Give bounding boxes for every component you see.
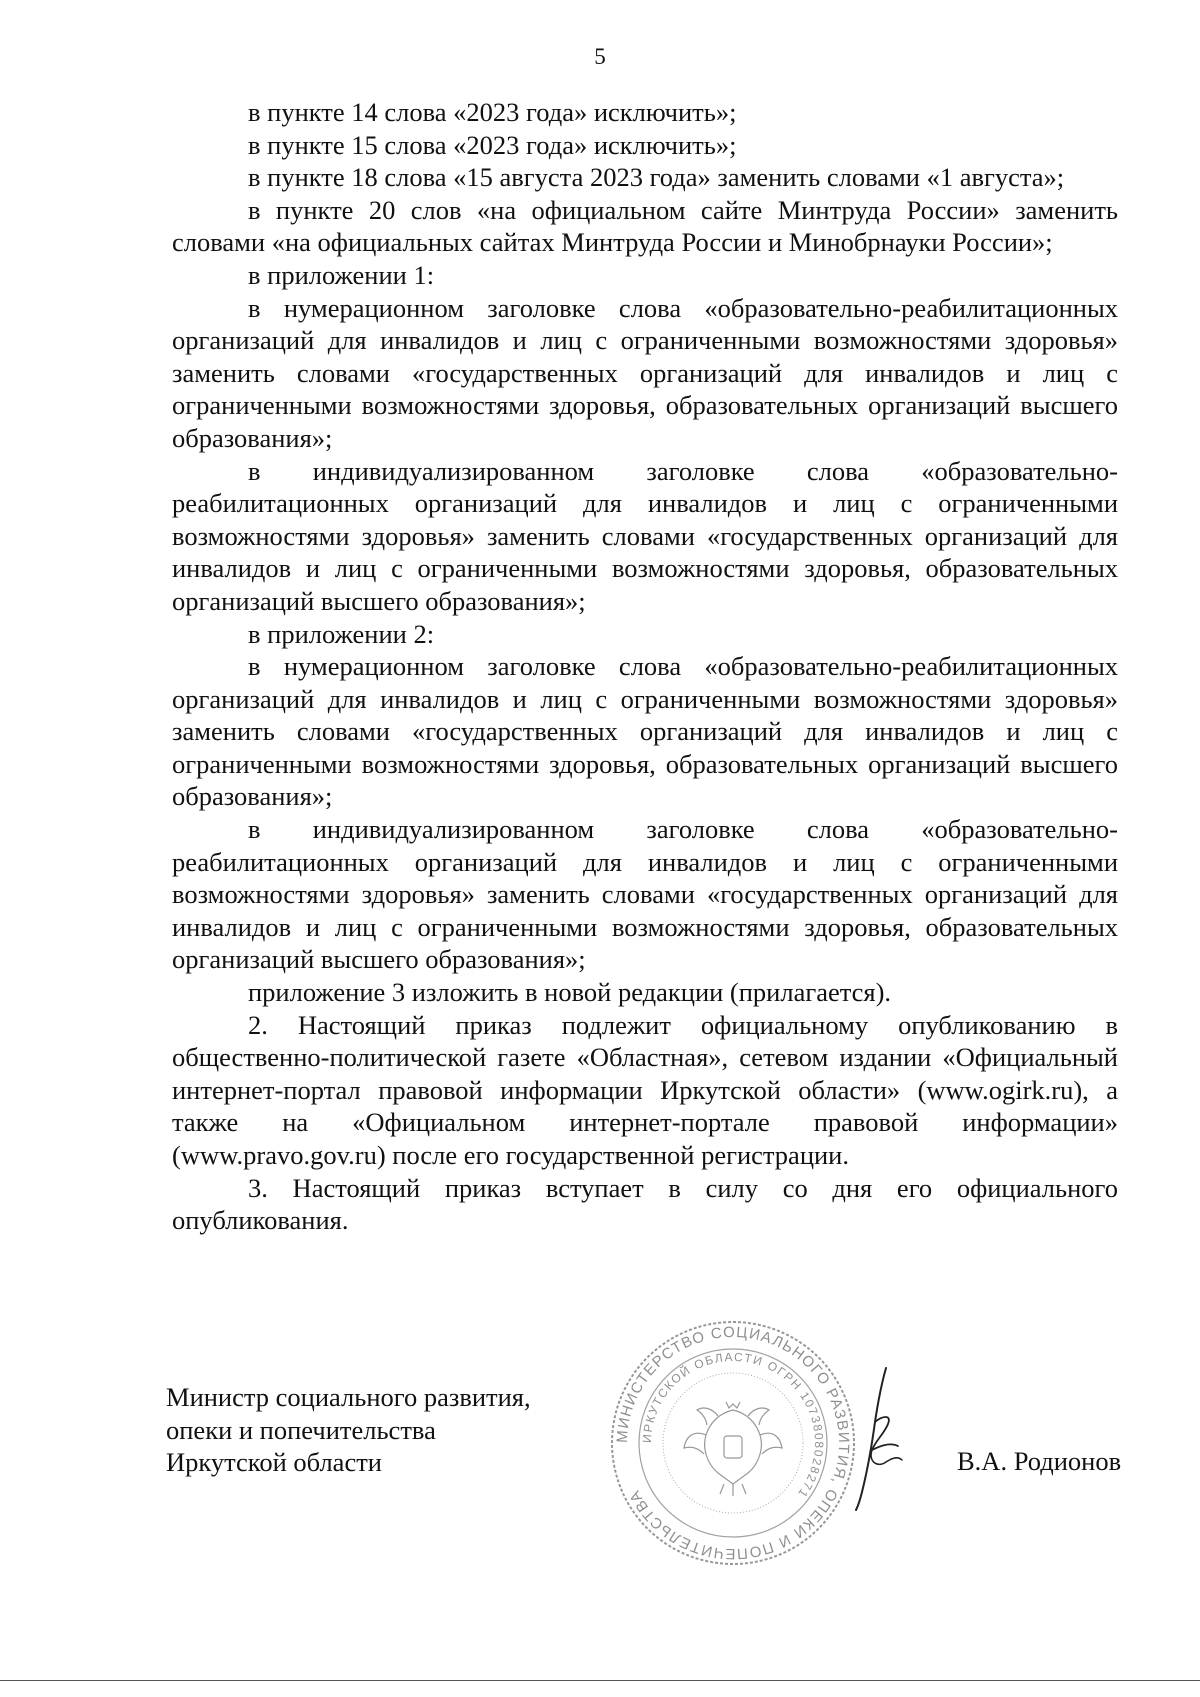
double-headed-eagle-emblem-icon <box>684 1402 782 1496</box>
paragraph: в приложении 2: <box>248 618 435 649</box>
paragraph: в приложении 1: <box>248 259 435 290</box>
signer-name: В.А. Родионов <box>957 1446 1122 1476</box>
seal-inner-text: ИРКУТСКОЙ ОБЛАСТИ ОГРН 1073808028271 <box>639 1349 827 1502</box>
paragraph: 3. Настоящий приказ вступает в силу со дня его официального опубликования. <box>172 1172 1118 1236</box>
paragraph: в пункте 15 слова «2023 года» исключить»; <box>248 129 737 160</box>
paragraph: в индивидуализированном заголовке слова «образовательно-реабилитационных организаций для инвалидов и лиц с ограниченными возможностями здоровья» заменить словами «государственных организаций для инвалидов и лиц с ограниченными возможностями здоровья, образовательных организаций высшего образования»; <box>172 814 1118 975</box>
handwritten-signature <box>842 1362 912 1512</box>
paragraph: 2. Настоящий приказ подлежит официальному опубликованию в общественно-политической газете «Областная», сетевом издании «Официальный интернет-портал правовой информации Иркутской области» (www.ogirk.ru), а также на «Официальном интернет-портале правовой информации» (www.pravo.gov.ru) после его государственной регистрации. <box>172 1009 1118 1170</box>
paragraph: в нумерационном заголовке слова «образовательно-реабилитационных организаций для инвалидов и лиц с ограниченными возможностями здоровья» заменить словами «государственных организаций для инвалидов и лиц с ограниченными возможностями здоровья, образовательных организаций высшего образования»; <box>172 651 1118 812</box>
paragraph: в индивидуализированном заголовке слова «образовательно-реабилитационных организаций для инвалидов и лиц с ограниченными возможностями здоровья» заменить словами «государственных организаций для инвалидов и лиц с ограниченными возможностями здоровья, образовательных организаций высшего образования»; <box>172 455 1118 616</box>
paragraph: в пункте 14 слова «2023 года» исключить»; <box>248 97 737 127</box>
page-number: 5 <box>594 44 606 69</box>
paragraph: в нумерационном заголовке слова «образовательно-реабилитационных организаций для инвалидов и лиц с ограниченными возможностями здоровья» заменить словами «государственных организаций для инвалидов и лиц с ограниченными возможностями здоровья, образовательных организаций высшего образования»; <box>172 292 1118 453</box>
official-seal <box>608 1318 858 1568</box>
signatory-position-line: Иркутской области <box>166 1447 382 1478</box>
signatory-position-line: опеки и попечительства <box>166 1414 436 1445</box>
paragraph: в пункте 20 слов «на официальном сайте Минтруда России» заменить словами «на официальных сайтах Минтруда России и Минобрнауки России»; <box>172 194 1118 258</box>
signatory-position <box>166 1381 531 1479</box>
paragraph: в пункте 18 слова «15 августа 2023 года» заменить словами «1 августа»; <box>248 162 1065 193</box>
paragraph: приложение 3 изложить в новой редакции (прилагается). <box>248 977 892 1008</box>
signatory-position-line: Министр социального развития, <box>166 1382 531 1412</box>
document-body <box>172 96 1118 1237</box>
seal-outer-text: МИНИСТЕРСТВО СОЦИАЛЬНОГО РАЗВИТИЯ, ОПЕКИ И ПОПЕЧИТЕЛЬСТВА <box>613 1323 853 1563</box>
bottom-scan-edge <box>0 1680 1200 1681</box>
